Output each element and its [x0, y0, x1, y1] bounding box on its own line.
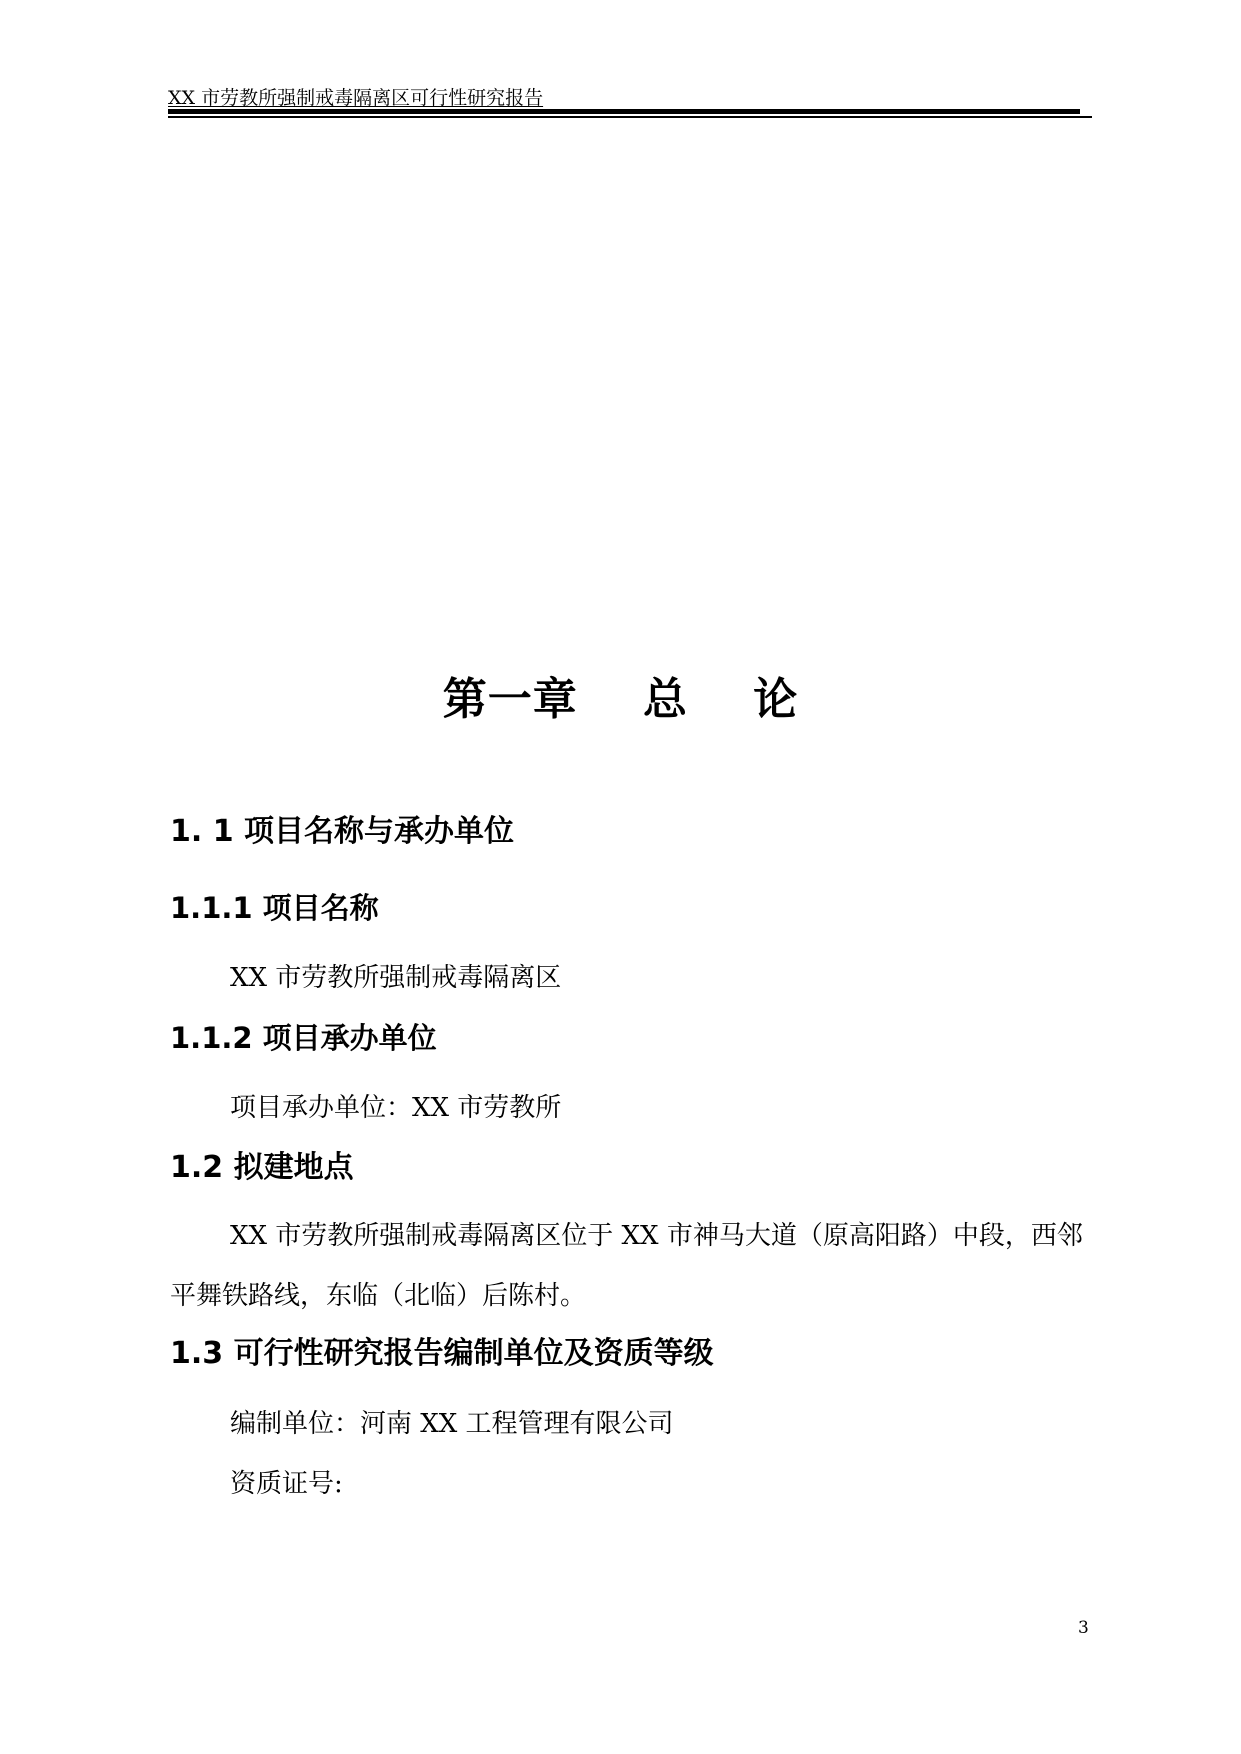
section-1-1-2-heading: 1.1.2 项目承办单位	[170, 1021, 437, 1055]
project-host-text: 项目承办单位：XX 市劳教所	[230, 1093, 562, 1123]
compiling-unit-text: 编制单位：河南 XX 工程管理有限公司	[230, 1409, 674, 1439]
section-1-3-heading: 1.3 可行性研究报告编制单位及资质等级	[170, 1336, 714, 1371]
section-1-1-heading: 1. 1 项目名称与承办单位	[170, 814, 515, 849]
project-name-text: XX 市劳教所强制戒毒隔离区	[230, 963, 562, 993]
page-number: 3	[1078, 1618, 1089, 1638]
running-header: XX 市劳教所强制戒毒隔离区可行性研究报告	[168, 87, 544, 109]
section-1-2-heading: 1.2 拟建地点	[170, 1150, 354, 1185]
chapter-title: 第一章 总 论	[442, 674, 799, 725]
section-1-1-1-heading: 1.1.1 项目名称	[170, 891, 379, 925]
header-rule-thin	[168, 116, 1092, 118]
site-location-paragraph: XX 市劳教所强制戒毒隔离区位于 XX 市神马大道（原高阳路）中段，西邻平舞铁路线，东临（北临）后陈村。	[170, 1221, 1083, 1311]
certificate-number-text: 资质证号:	[230, 1469, 343, 1499]
header-rule-thick	[168, 109, 1080, 114]
